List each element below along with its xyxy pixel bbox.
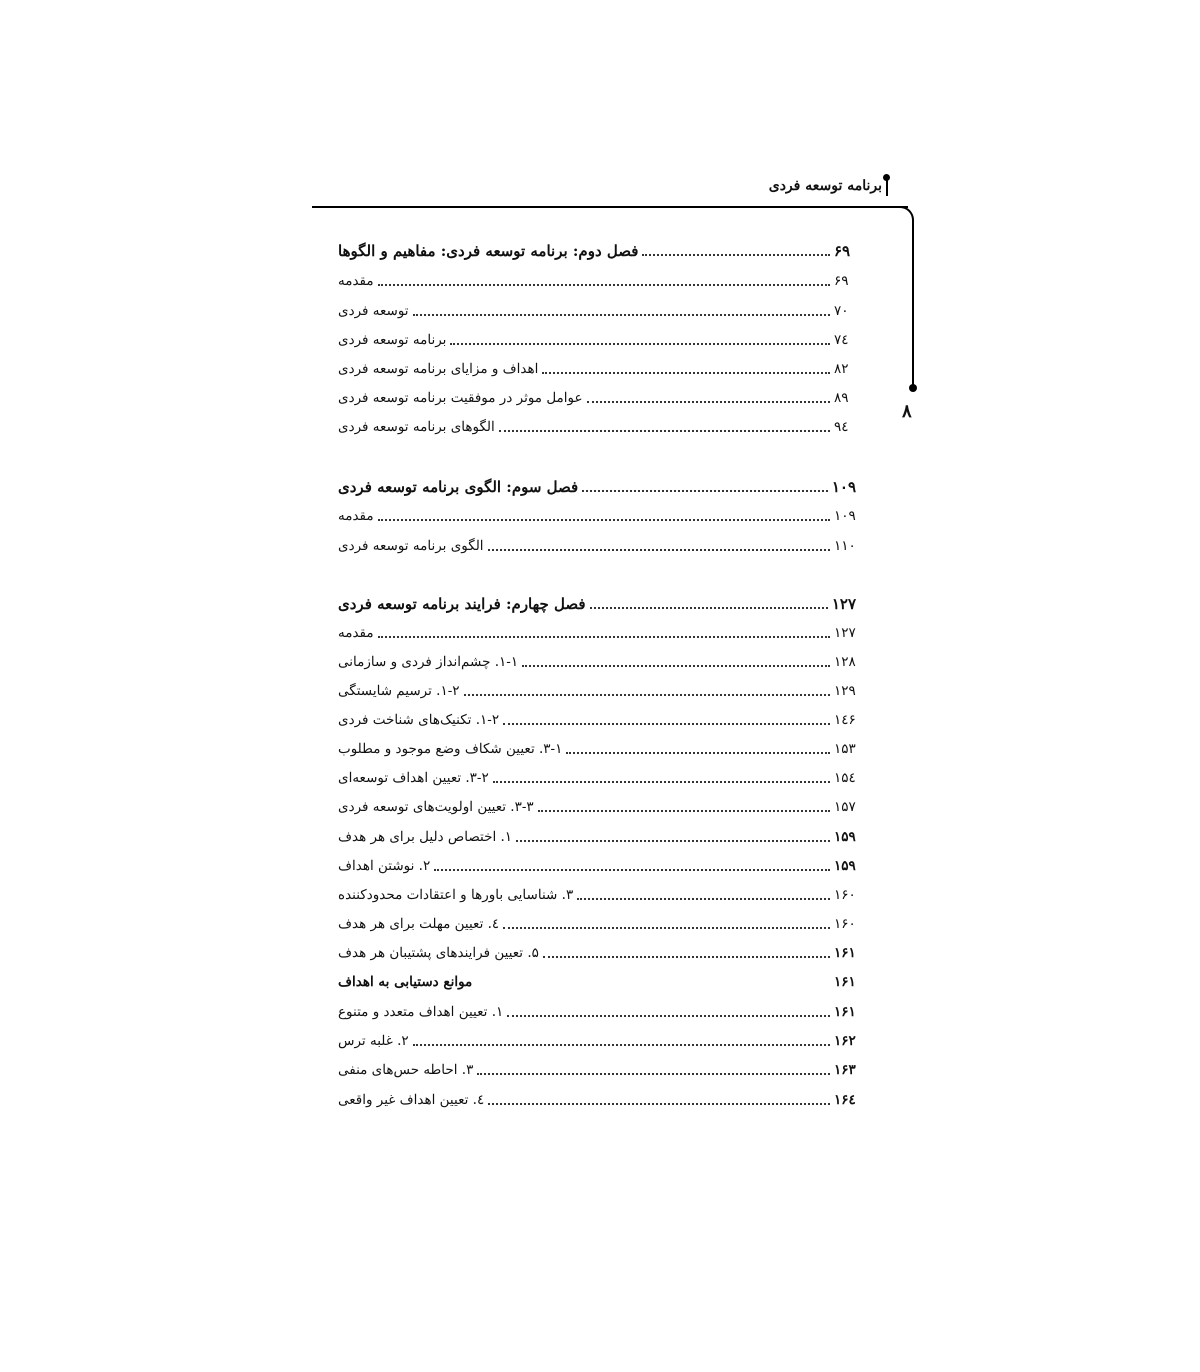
toc-page: ۷٤ xyxy=(834,332,849,348)
toc-page: ۱۰۹ xyxy=(834,508,856,524)
toc-title: ٤. تعیین مهلت برای هر هدف xyxy=(338,916,500,932)
toc-entry xyxy=(336,911,856,937)
dot-leader xyxy=(413,314,830,316)
toc-title: ۱. تعیین اهداف متعدد و متنوع xyxy=(338,1004,504,1020)
page-number: ۸ xyxy=(902,401,912,422)
toc-page: ۱۰۹ xyxy=(831,478,856,496)
toc-title: مقدمه xyxy=(338,625,374,641)
toc-page: ۱۵٤ xyxy=(834,770,856,786)
toc-entry xyxy=(336,298,856,324)
toc-title: عوامل موثر در موفقیت برنامه توسعه فردی xyxy=(338,390,583,406)
toc-page: ۱۱۰ xyxy=(834,538,856,554)
toc-entry xyxy=(336,999,856,1025)
toc-entry xyxy=(336,268,856,294)
header-ornament-stem xyxy=(886,178,888,196)
toc-title: ۵. تعیین فرایندهای پشتیبان هر هدف xyxy=(338,945,539,961)
toc-title: ۳. شناسایی باورها و اعتقادات محدودکننده xyxy=(338,887,574,903)
toc-title: مقدمه xyxy=(338,273,374,289)
toc-title: توسعه فردی xyxy=(338,303,409,319)
toc-title: ۳-۳. تعیین اولویت‌های توسعه فردی xyxy=(338,799,534,815)
dot-leader xyxy=(503,927,830,929)
toc-entry xyxy=(336,1087,856,1113)
toc-page: ۱۲۹ xyxy=(834,683,856,699)
toc-chapter-heading xyxy=(336,474,856,500)
toc-title: فصل دوم: برنامه توسعه فردی: مفاهیم و الگوها xyxy=(338,242,639,260)
toc-entry xyxy=(336,414,856,440)
toc-entry xyxy=(336,678,856,704)
toc-section-heading xyxy=(336,969,856,995)
toc-entry xyxy=(336,1028,856,1054)
dot-leader xyxy=(434,869,830,871)
dot-leader xyxy=(378,519,830,521)
dot-leader xyxy=(542,372,830,374)
dot-leader xyxy=(582,490,828,492)
dot-leader xyxy=(413,1044,830,1046)
toc-entry xyxy=(336,327,856,353)
dot-leader xyxy=(642,254,830,256)
side-ornament-line xyxy=(912,220,914,388)
dot-leader xyxy=(538,810,830,812)
dot-leader xyxy=(378,284,830,286)
toc-page: ۸۹ xyxy=(834,390,849,406)
toc-page: ۱۶۳ xyxy=(834,1062,856,1078)
dot-leader xyxy=(566,752,830,754)
toc-page: ۱٤۶ xyxy=(834,712,856,728)
toc-entry xyxy=(336,503,856,529)
running-header-title: برنامه توسعه فردی xyxy=(768,178,882,194)
toc-title: مقدمه xyxy=(338,508,374,524)
toc-title: فصل سوم: الگوی برنامه توسعه فردی xyxy=(338,478,579,496)
toc-title: ۱-۲. تکنیک‌های شناخت فردی xyxy=(338,712,500,728)
dot-leader xyxy=(499,430,830,432)
toc-page: ۱۶۱ xyxy=(834,945,856,961)
dot-leader xyxy=(587,401,830,403)
toc-title: ۲. غلبه ترس xyxy=(338,1033,409,1049)
toc-page: ۱۶۰ xyxy=(834,887,856,903)
toc-entry xyxy=(336,794,856,820)
dot-leader xyxy=(488,549,830,551)
toc-page: ۱۲۷ xyxy=(831,595,856,613)
toc-title: ۲. نوشتن اهداف xyxy=(338,858,431,874)
toc-page: ۱۶۲ xyxy=(834,1033,856,1049)
dot-leader xyxy=(503,723,830,725)
toc-page: ۸۲ xyxy=(834,361,849,377)
toc-title: ۳-۱. تعیین شکاف وضع موجود و مطلوب xyxy=(338,741,563,757)
toc-chapter-heading xyxy=(336,238,856,264)
side-ornament-dot xyxy=(909,384,917,392)
header-rule xyxy=(312,206,908,208)
toc-page: ۱۲۸ xyxy=(834,654,856,670)
toc-page: ۶۹ xyxy=(834,242,851,260)
toc-chapter-heading xyxy=(336,591,856,617)
toc-page: ۱۵۹ xyxy=(834,829,856,845)
toc-entry xyxy=(336,882,856,908)
toc-entry xyxy=(336,940,856,966)
toc-title: ۱-۱. چشم‌انداز فردی و سازمانی xyxy=(338,654,519,670)
toc-entry xyxy=(336,620,856,646)
dot-leader xyxy=(590,607,828,609)
toc-entry xyxy=(336,533,856,559)
toc-title: موانع دستیابی به اهداف xyxy=(338,974,473,990)
dot-leader xyxy=(476,985,830,987)
toc-entry xyxy=(336,824,856,850)
dot-leader xyxy=(493,781,830,783)
dot-leader xyxy=(488,1103,830,1105)
dot-leader xyxy=(507,1015,830,1017)
toc-page: ۱۶۱ xyxy=(834,1004,856,1020)
dot-leader xyxy=(464,694,830,696)
toc-entry xyxy=(336,385,856,411)
dot-leader xyxy=(378,636,830,638)
toc-page: ۱۶۱ xyxy=(834,974,856,990)
toc-title: برنامه توسعه فردی xyxy=(338,332,447,348)
toc-title: فصل چهارم: فرایند برنامه توسعه فردی xyxy=(338,595,586,613)
toc-page: ۱۶٤ xyxy=(834,1092,856,1108)
toc-title: ٤. تعیین اهداف غیر واقعی xyxy=(338,1092,485,1108)
toc-entry xyxy=(336,707,856,733)
toc-entry xyxy=(336,853,856,879)
toc-page: ۹٤ xyxy=(834,419,849,435)
dot-leader xyxy=(543,956,830,958)
toc-page: ۱۲۷ xyxy=(834,625,856,641)
toc-page: ۱۵۷ xyxy=(834,799,856,815)
dot-leader xyxy=(516,840,830,842)
toc-page: ۱۶۰ xyxy=(834,916,856,932)
toc-entry xyxy=(336,765,856,791)
toc-entry xyxy=(336,1057,856,1083)
dot-leader xyxy=(477,1073,830,1075)
toc-title: ۳-۲. تعیین اهداف توسعه‌ای xyxy=(338,770,489,786)
dot-leader xyxy=(577,898,830,900)
dot-leader xyxy=(522,665,830,667)
toc-title: اهداف و مزایای برنامه توسعه فردی xyxy=(338,361,539,377)
toc-title: ۱. اختصاص دلیل برای هر هدف xyxy=(338,829,513,845)
toc-title: ۱-۲. ترسیم شایستگی xyxy=(338,683,460,699)
toc-title: الگوهای برنامه توسعه فردی xyxy=(338,419,495,435)
toc-entry xyxy=(336,649,856,675)
toc-page: ۱۵۹ xyxy=(834,858,856,874)
toc-page: ۷۰ xyxy=(834,303,849,319)
toc-entry xyxy=(336,736,856,762)
toc-page: ۶۹ xyxy=(834,273,849,289)
toc-title: الگوی برنامه توسعه فردی xyxy=(338,538,484,554)
dot-leader xyxy=(450,343,830,345)
toc-entry xyxy=(336,356,856,382)
toc-page: ۱۵۳ xyxy=(834,741,856,757)
toc-title: ۳. احاطه حس‌های منفی xyxy=(338,1062,474,1078)
